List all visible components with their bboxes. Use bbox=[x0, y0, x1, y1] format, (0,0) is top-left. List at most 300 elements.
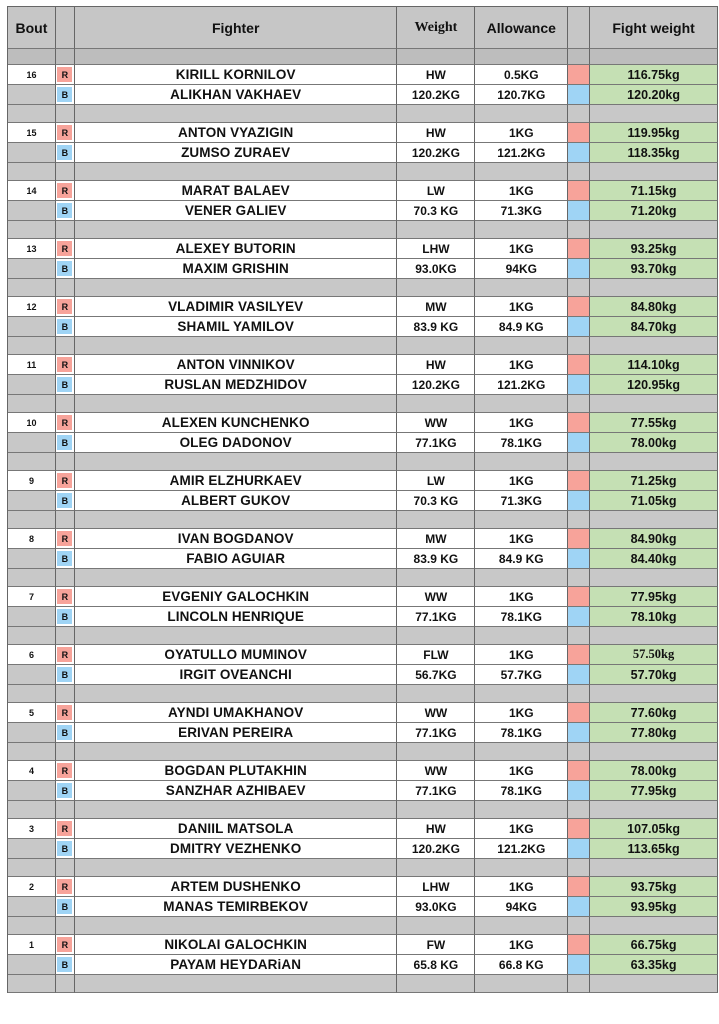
weight-class: 93.0KG bbox=[397, 259, 475, 279]
corner-cell bbox=[56, 123, 75, 143]
table-row bbox=[7, 587, 718, 607]
blue-corner-badge: B bbox=[57, 493, 72, 508]
fighter-name: RUSLAN MEDZHIDOV bbox=[75, 375, 398, 395]
fight-weight: 78.00kg bbox=[590, 761, 718, 781]
weight-class: LW bbox=[397, 181, 475, 201]
bout-number bbox=[8, 85, 56, 105]
weigh-in-table bbox=[7, 6, 718, 993]
red-corner-swatch bbox=[568, 819, 590, 839]
weight-class: LW bbox=[397, 471, 475, 491]
separator-row bbox=[7, 105, 718, 123]
bout-number: 3 bbox=[8, 819, 56, 839]
table-row bbox=[7, 65, 718, 85]
header-corner bbox=[56, 7, 75, 49]
bout-number: 12 bbox=[8, 297, 56, 317]
blue-corner-swatch bbox=[568, 839, 590, 859]
bout-number: 9 bbox=[8, 471, 56, 491]
fighter-name: MAXIM GRISHIN bbox=[75, 259, 398, 279]
weight-class: MW bbox=[397, 529, 475, 549]
corner-cell bbox=[56, 723, 75, 743]
fight-weight: 120.20kg bbox=[590, 85, 718, 105]
weight-class: 77.1KG bbox=[397, 723, 475, 743]
allowance: 94KG bbox=[475, 897, 568, 917]
red-corner-swatch bbox=[568, 413, 590, 433]
fighter-name: ERIVAN PEREIRA bbox=[75, 723, 398, 743]
fighter-name: NIKOLAI GALOCHKIN bbox=[75, 935, 398, 955]
table-row bbox=[7, 781, 718, 801]
table-row bbox=[7, 239, 718, 259]
blue-corner-swatch bbox=[568, 375, 590, 395]
fight-weight: 84.90kg bbox=[590, 529, 718, 549]
bout-number: 10 bbox=[8, 413, 56, 433]
red-corner-badge: R bbox=[57, 589, 72, 604]
bout-number: 11 bbox=[8, 355, 56, 375]
separator-row bbox=[7, 337, 718, 355]
bout-number: 13 bbox=[8, 239, 56, 259]
separator-row bbox=[7, 395, 718, 413]
table-row bbox=[7, 201, 718, 221]
blue-corner-swatch bbox=[568, 259, 590, 279]
allowance: 71.3KG bbox=[475, 201, 568, 221]
table-row bbox=[7, 375, 718, 395]
bout-number bbox=[8, 723, 56, 743]
weight-class: 83.9 KG bbox=[397, 549, 475, 569]
separator-row bbox=[7, 453, 718, 471]
bout-number bbox=[8, 259, 56, 279]
corner-cell bbox=[56, 413, 75, 433]
table-body bbox=[7, 49, 718, 993]
weight-class: WW bbox=[397, 413, 475, 433]
fight-weight: 84.80kg bbox=[590, 297, 718, 317]
header-row bbox=[7, 6, 718, 49]
blue-corner-swatch bbox=[568, 143, 590, 163]
weight-class: WW bbox=[397, 587, 475, 607]
fighter-name: AYNDI UMAKHANOV bbox=[75, 703, 398, 723]
bout-number bbox=[8, 549, 56, 569]
table-row bbox=[7, 645, 718, 665]
red-corner-badge: R bbox=[57, 763, 72, 778]
weight-class: 70.3 KG bbox=[397, 491, 475, 511]
allowance: 1KG bbox=[475, 355, 568, 375]
weight-class: HW bbox=[397, 65, 475, 85]
allowance: 84.9 KG bbox=[475, 549, 568, 569]
separator-row bbox=[7, 511, 718, 529]
separator-row bbox=[7, 279, 718, 297]
fighter-name: MANAS TEMIRBEKOV bbox=[75, 897, 398, 917]
red-corner-badge: R bbox=[57, 183, 72, 198]
fighter-name: OLEG DADONOV bbox=[75, 433, 398, 453]
blue-corner-swatch bbox=[568, 781, 590, 801]
allowance: 1KG bbox=[475, 471, 568, 491]
fight-weight: 84.70kg bbox=[590, 317, 718, 337]
weight-class: 77.1KG bbox=[397, 607, 475, 627]
corner-cell bbox=[56, 781, 75, 801]
allowance: 120.7KG bbox=[475, 85, 568, 105]
table-row bbox=[7, 839, 718, 859]
corner-cell bbox=[56, 761, 75, 781]
header-weight: Weight bbox=[397, 7, 475, 49]
header-fighter: Fighter bbox=[75, 7, 398, 49]
corner-cell bbox=[56, 85, 75, 105]
bout-number bbox=[8, 143, 56, 163]
blue-corner-badge: B bbox=[57, 87, 72, 102]
fight-weight: 78.00kg bbox=[590, 433, 718, 453]
allowance: 1KG bbox=[475, 181, 568, 201]
bout-number bbox=[8, 781, 56, 801]
table-row bbox=[7, 703, 718, 723]
fight-weight: 84.40kg bbox=[590, 549, 718, 569]
corner-cell bbox=[56, 317, 75, 337]
corner-cell bbox=[56, 703, 75, 723]
table-row bbox=[7, 935, 718, 955]
bout-number bbox=[8, 839, 56, 859]
fight-weight: 93.25kg bbox=[590, 239, 718, 259]
blue-corner-swatch bbox=[568, 607, 590, 627]
weight-class: HW bbox=[397, 355, 475, 375]
bout-number: 1 bbox=[8, 935, 56, 955]
fight-weight: 71.15kg bbox=[590, 181, 718, 201]
weight-class: FW bbox=[397, 935, 475, 955]
table-row bbox=[7, 413, 718, 433]
fighter-name: ZUMSO ZURAEV bbox=[75, 143, 398, 163]
corner-cell bbox=[56, 529, 75, 549]
red-corner-swatch bbox=[568, 935, 590, 955]
table-row bbox=[7, 355, 718, 375]
red-corner-swatch bbox=[568, 645, 590, 665]
allowance: 78.1KG bbox=[475, 781, 568, 801]
allowance: 121.2KG bbox=[475, 375, 568, 395]
separator-row bbox=[7, 49, 718, 65]
fighter-name: EVGENIY GALOCHKIN bbox=[75, 587, 398, 607]
corner-cell bbox=[56, 877, 75, 897]
allowance: 71.3KG bbox=[475, 491, 568, 511]
fight-weight: 93.95kg bbox=[590, 897, 718, 917]
red-corner-badge: R bbox=[57, 531, 72, 546]
fighter-name: SANZHAR AZHIBAEV bbox=[75, 781, 398, 801]
red-corner-badge: R bbox=[57, 415, 72, 430]
blue-corner-swatch bbox=[568, 201, 590, 221]
fighter-name: DANIIL MATSOLA bbox=[75, 819, 398, 839]
corner-cell bbox=[56, 935, 75, 955]
red-corner-badge: R bbox=[57, 473, 72, 488]
allowance: 0.5KG bbox=[475, 65, 568, 85]
red-corner-badge: R bbox=[57, 67, 72, 82]
allowance: 66.8 KG bbox=[475, 955, 568, 975]
separator-row bbox=[7, 685, 718, 703]
corner-cell bbox=[56, 239, 75, 259]
separator-row bbox=[7, 859, 718, 877]
blue-corner-badge: B bbox=[57, 145, 72, 160]
weight-class: 93.0KG bbox=[397, 897, 475, 917]
allowance: 1KG bbox=[475, 645, 568, 665]
fight-weight: 77.60kg bbox=[590, 703, 718, 723]
blue-corner-swatch bbox=[568, 955, 590, 975]
fighter-name: IVAN BOGDANOV bbox=[75, 529, 398, 549]
red-corner-badge: R bbox=[57, 647, 72, 662]
allowance: 1KG bbox=[475, 819, 568, 839]
allowance: 1KG bbox=[475, 297, 568, 317]
weight-class: 77.1KG bbox=[397, 781, 475, 801]
bout-number bbox=[8, 375, 56, 395]
weight-class: WW bbox=[397, 761, 475, 781]
allowance: 1KG bbox=[475, 529, 568, 549]
allowance: 1KG bbox=[475, 703, 568, 723]
blue-corner-swatch bbox=[568, 897, 590, 917]
fighter-name: BOGDAN PLUTAKHIN bbox=[75, 761, 398, 781]
header-bout: Bout bbox=[8, 7, 56, 49]
blue-corner-badge: B bbox=[57, 841, 72, 856]
fight-weight: 116.75kg bbox=[590, 65, 718, 85]
weight-class: 120.2KG bbox=[397, 85, 475, 105]
blue-corner-badge: B bbox=[57, 609, 72, 624]
bout-number bbox=[8, 201, 56, 221]
blue-corner-badge: B bbox=[57, 203, 72, 218]
red-corner-swatch bbox=[568, 703, 590, 723]
corner-cell bbox=[56, 645, 75, 665]
blue-corner-swatch bbox=[568, 433, 590, 453]
red-corner-badge: R bbox=[57, 299, 72, 314]
weight-class: 120.2KG bbox=[397, 839, 475, 859]
fighter-name: AMIR ELZHURKAEV bbox=[75, 471, 398, 491]
table-row bbox=[7, 723, 718, 743]
fight-weight: 120.95kg bbox=[590, 375, 718, 395]
red-corner-badge: R bbox=[57, 125, 72, 140]
header-fight-weight: Fight weight bbox=[590, 7, 718, 49]
fight-weight: 107.05kg bbox=[590, 819, 718, 839]
allowance: 1KG bbox=[475, 413, 568, 433]
corner-cell bbox=[56, 297, 75, 317]
weight-class: 56.7KG bbox=[397, 665, 475, 685]
fighter-name: LINCOLN HENRIQUE bbox=[75, 607, 398, 627]
allowance: 94KG bbox=[475, 259, 568, 279]
corner-cell bbox=[56, 471, 75, 491]
red-corner-badge: R bbox=[57, 879, 72, 894]
bout-number: 6 bbox=[8, 645, 56, 665]
table-row bbox=[7, 955, 718, 975]
fighter-name: ANTON VYAZIGIN bbox=[75, 123, 398, 143]
corner-cell bbox=[56, 955, 75, 975]
red-corner-swatch bbox=[568, 877, 590, 897]
bout-number bbox=[8, 317, 56, 337]
fight-weight: 71.25kg bbox=[590, 471, 718, 491]
red-corner-swatch bbox=[568, 181, 590, 201]
fighter-name: ARTEM DUSHENKO bbox=[75, 877, 398, 897]
allowance: 1KG bbox=[475, 877, 568, 897]
corner-cell bbox=[56, 491, 75, 511]
table-row bbox=[7, 549, 718, 569]
red-corner-swatch bbox=[568, 239, 590, 259]
corner-cell bbox=[56, 433, 75, 453]
table-row bbox=[7, 143, 718, 163]
corner-cell bbox=[56, 375, 75, 395]
blue-corner-badge: B bbox=[57, 551, 72, 566]
fight-weight: 71.05kg bbox=[590, 491, 718, 511]
fighter-name: VLADIMIR VASILYEV bbox=[75, 297, 398, 317]
fighter-name: FABIO AGUIAR bbox=[75, 549, 398, 569]
red-corner-swatch bbox=[568, 761, 590, 781]
fight-weight: 57.70kg bbox=[590, 665, 718, 685]
blue-corner-swatch bbox=[568, 665, 590, 685]
corner-cell bbox=[56, 181, 75, 201]
red-corner-badge: R bbox=[57, 937, 72, 952]
table-row bbox=[7, 897, 718, 917]
bout-number bbox=[8, 897, 56, 917]
corner-cell bbox=[56, 355, 75, 375]
table-row bbox=[7, 665, 718, 685]
weight-class: HW bbox=[397, 123, 475, 143]
weight-class: LHW bbox=[397, 877, 475, 897]
bout-number: 7 bbox=[8, 587, 56, 607]
fight-weight: 63.35kg bbox=[590, 955, 718, 975]
fighter-name: OYATULLO MUMINOV bbox=[75, 645, 398, 665]
header-swatch bbox=[568, 7, 590, 49]
allowance: 1KG bbox=[475, 935, 568, 955]
separator-row bbox=[7, 163, 718, 181]
bout-number bbox=[8, 665, 56, 685]
blue-corner-badge: B bbox=[57, 725, 72, 740]
blue-corner-badge: B bbox=[57, 667, 72, 682]
blue-corner-badge: B bbox=[57, 783, 72, 798]
blue-corner-swatch bbox=[568, 491, 590, 511]
allowance: 57.7KG bbox=[475, 665, 568, 685]
fight-weight: 57.50kg bbox=[590, 645, 718, 665]
table-row bbox=[7, 259, 718, 279]
red-corner-badge: R bbox=[57, 241, 72, 256]
red-corner-badge: R bbox=[57, 357, 72, 372]
fighter-name: ALEXEN KUNCHENKO bbox=[75, 413, 398, 433]
fighter-name: PAYAM HEYDARiAN bbox=[75, 955, 398, 975]
bout-number: 15 bbox=[8, 123, 56, 143]
separator-row bbox=[7, 221, 718, 239]
weight-class: 70.3 KG bbox=[397, 201, 475, 221]
fighter-name: ALBERT GUKOV bbox=[75, 491, 398, 511]
blue-corner-badge: B bbox=[57, 435, 72, 450]
fight-weight: 77.55kg bbox=[590, 413, 718, 433]
bout-number bbox=[8, 955, 56, 975]
red-corner-swatch bbox=[568, 123, 590, 143]
blue-corner-swatch bbox=[568, 317, 590, 337]
allowance: 1KG bbox=[475, 123, 568, 143]
weight-class: HW bbox=[397, 819, 475, 839]
blue-corner-swatch bbox=[568, 549, 590, 569]
bout-number bbox=[8, 607, 56, 627]
fight-weight: 93.70kg bbox=[590, 259, 718, 279]
table-row bbox=[7, 181, 718, 201]
bout-number: 4 bbox=[8, 761, 56, 781]
weight-class: FLW bbox=[397, 645, 475, 665]
fighter-name: ALEXEY BUTORIN bbox=[75, 239, 398, 259]
weight-class: 120.2KG bbox=[397, 143, 475, 163]
fighter-name: KIRILL KORNILOV bbox=[75, 65, 398, 85]
bout-number: 14 bbox=[8, 181, 56, 201]
allowance: 1KG bbox=[475, 239, 568, 259]
bout-number: 8 bbox=[8, 529, 56, 549]
corner-cell bbox=[56, 897, 75, 917]
table-row bbox=[7, 317, 718, 337]
fighter-name: IRGIT OVEANCHI bbox=[75, 665, 398, 685]
allowance: 78.1KG bbox=[475, 433, 568, 453]
table-row bbox=[7, 529, 718, 549]
weight-class: 83.9 KG bbox=[397, 317, 475, 337]
fight-weight: 77.95kg bbox=[590, 781, 718, 801]
fight-weight: 66.75kg bbox=[590, 935, 718, 955]
red-corner-swatch bbox=[568, 65, 590, 85]
fight-weight: 71.20kg bbox=[590, 201, 718, 221]
allowance: 1KG bbox=[475, 761, 568, 781]
table-row bbox=[7, 297, 718, 317]
fight-weight: 93.75kg bbox=[590, 877, 718, 897]
corner-cell bbox=[56, 607, 75, 627]
bout-number bbox=[8, 491, 56, 511]
allowance: 78.1KG bbox=[475, 607, 568, 627]
table-row bbox=[7, 433, 718, 453]
weight-class: LHW bbox=[397, 239, 475, 259]
table-row bbox=[7, 85, 718, 105]
weight-class: 120.2KG bbox=[397, 375, 475, 395]
corner-cell bbox=[56, 549, 75, 569]
fighter-name: ALIKHAN VAKHAEV bbox=[75, 85, 398, 105]
corner-cell bbox=[56, 665, 75, 685]
fight-weight: 118.35kg bbox=[590, 143, 718, 163]
fighter-name: ANTON VINNIKOV bbox=[75, 355, 398, 375]
blue-corner-badge: B bbox=[57, 319, 72, 334]
red-corner-swatch bbox=[568, 297, 590, 317]
separator-row bbox=[7, 569, 718, 587]
fighter-name: VENER GALIEV bbox=[75, 201, 398, 221]
table-row bbox=[7, 819, 718, 839]
blue-corner-badge: B bbox=[57, 377, 72, 392]
red-corner-badge: R bbox=[57, 705, 72, 720]
separator-row bbox=[7, 743, 718, 761]
red-corner-swatch bbox=[568, 587, 590, 607]
table-row bbox=[7, 491, 718, 511]
blue-corner-badge: B bbox=[57, 261, 72, 276]
weight-class: MW bbox=[397, 297, 475, 317]
blue-corner-swatch bbox=[568, 85, 590, 105]
fight-weight: 119.95kg bbox=[590, 123, 718, 143]
red-corner-swatch bbox=[568, 529, 590, 549]
weight-class: 77.1KG bbox=[397, 433, 475, 453]
table-row bbox=[7, 877, 718, 897]
table-row bbox=[7, 123, 718, 143]
allowance: 84.9 KG bbox=[475, 317, 568, 337]
corner-cell bbox=[56, 819, 75, 839]
corner-cell bbox=[56, 587, 75, 607]
allowance: 1KG bbox=[475, 587, 568, 607]
header-allowance: Allowance bbox=[475, 7, 568, 49]
allowance: 121.2KG bbox=[475, 143, 568, 163]
weight-class: WW bbox=[397, 703, 475, 723]
bout-number: 5 bbox=[8, 703, 56, 723]
table-row bbox=[7, 471, 718, 491]
corner-cell bbox=[56, 259, 75, 279]
bout-number: 2 bbox=[8, 877, 56, 897]
allowance: 121.2KG bbox=[475, 839, 568, 859]
table-row bbox=[7, 761, 718, 781]
red-corner-swatch bbox=[568, 471, 590, 491]
corner-cell bbox=[56, 201, 75, 221]
separator-row bbox=[7, 975, 718, 993]
fighter-name: MARAT BALAEV bbox=[75, 181, 398, 201]
bout-number bbox=[8, 433, 56, 453]
table-row bbox=[7, 607, 718, 627]
fight-weight: 114.10kg bbox=[590, 355, 718, 375]
corner-cell bbox=[56, 143, 75, 163]
bout-number: 16 bbox=[8, 65, 56, 85]
separator-row bbox=[7, 627, 718, 645]
fight-weight: 113.65kg bbox=[590, 839, 718, 859]
weight-class: 65.8 KG bbox=[397, 955, 475, 975]
